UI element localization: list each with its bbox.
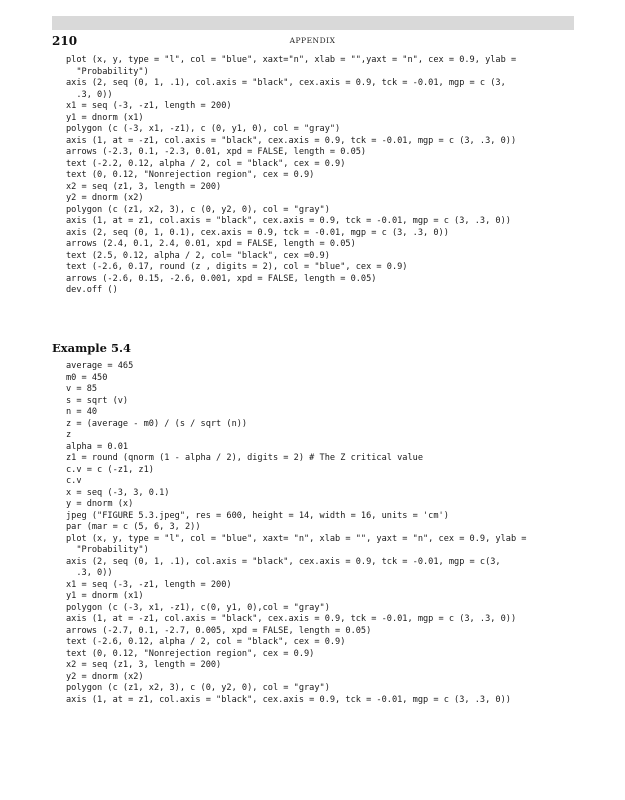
code-line: text (2.5, 0.12, alpha / 2, col= "black", cex =0.9): [66, 250, 330, 261]
code-line: text (0, 0.12, "Nonrejection region", cex = 0.9): [66, 648, 315, 659]
code-line: v = 85: [66, 384, 98, 394]
code-line: x2 = seq (z1, 3, length = 200): [66, 181, 222, 192]
header-rule: [52, 16, 574, 30]
code-line: polygon (c (-3, x1, -z1), c (0, y1, 0), col = "gray"): [66, 124, 341, 134]
code-line: axis (1, at = z1, col.axis = "black", cex.axis = 0.9, tck = -0.01, mgp = c (3, .3, 0)): [66, 216, 511, 226]
code-line: x1 = seq (-3, -z1, length = 200): [66, 579, 232, 590]
code-line: axis (1, at = -z1, col.axis = "black", cex.axis = 0.9, tck = -0.01, mgp = c (3, .3, 0)): [66, 135, 517, 146]
code-line: y2 = dnorm (x2): [66, 193, 144, 203]
code-line: par (mar = c (5, 6, 3, 2)): [66, 522, 201, 532]
code-line: dev.off (): [66, 285, 118, 295]
code-block-2: [66, 361, 581, 706]
code-line: alpha = 0.01: [66, 441, 129, 452]
code-line: x2 = seq (z1, 3, length = 200): [66, 660, 222, 670]
code-line: plot (x, y, type = "l", col = "blue", xaxt= "n", xlab = "", yaxt = "n", cex = 0.9, ylab =: [66, 533, 527, 544]
code-line: s = sqrt (v): [66, 395, 129, 406]
section-heading: Example 5.4: [52, 341, 131, 355]
code-line: y1 = dnorm (x1): [66, 112, 144, 123]
code-line: "Probability"): [66, 66, 149, 77]
code-line: axis (1, at = z1, col.axis = "black", cex.axis = 0.9, tck = -0.01, mgp = c (3, .3, 0)): [66, 694, 511, 705]
code-line: n = 40: [66, 407, 98, 417]
code-line: .3, 0)): [66, 568, 113, 578]
code-line: axis (2, seq (0, 1, .1), col.axis = "black", cex.axis = 0.9, tck = -0.01, mgp = c (3,: [66, 78, 506, 88]
code-line: m0 = 450: [66, 372, 108, 383]
code-line: polygon (c (z1, x2, 3), c (0, y2, 0), col = "gray"): [66, 204, 330, 215]
code-line: axis (2, seq (0, 1, .1), col.axis = "black", cex.axis = 0.9, tck = -0.01, mgp = c(3,: [66, 556, 501, 567]
code-line: y2 = dnorm (x2): [66, 671, 144, 682]
code-line: polygon (c (-3, x1, -z1), c(0, y1, 0),col = "gray"): [66, 602, 330, 613]
code-line: x1 = seq (-3, -z1, length = 200): [66, 101, 232, 111]
page-number: 210: [52, 34, 78, 48]
code-line: y = dnorm (x): [66, 499, 134, 509]
code-line: arrows (-2.6, 0.15, -2.6, 0.001, xpd = FALSE, length = 0.05): [66, 273, 377, 284]
code-line: text (0, 0.12, "Nonrejection region", cex = 0.9): [66, 170, 315, 180]
code-line: c.v: [66, 476, 82, 486]
code-line: average = 465: [66, 361, 134, 371]
code-line: y1 = dnorm (x1): [66, 591, 144, 601]
code-line: z1 = round (qnorm (1 - alpha / 2), digits = 2) # The Z critical value: [66, 453, 423, 463]
code-line: x = seq (-3, 3, 0.1): [66, 487, 170, 498]
code-line: arrows (-2.3, 0.1, -2.3, 0.01, xpd = FALSE, length = 0.05): [66, 147, 367, 157]
code-line: c.v = c (-z1, z1): [66, 464, 154, 475]
code-line: arrows (2.4, 0.1, 2.4, 0.01, xpd = FALSE, length = 0.05): [66, 239, 356, 249]
code-line: "Probability"): [66, 545, 149, 555]
code-line: text (-2.6, 0.12, alpha / 2, col = "black", cex = 0.9): [66, 637, 346, 647]
running-head: APPENDIX: [289, 36, 336, 45]
code-line: arrows (-2.7, 0.1, -2.7, 0.005, xpd = FALSE, length = 0.05): [66, 625, 372, 636]
code-line: axis (1, at = -z1, col.axis = "black", cex.axis = 0.9, tck = -0.01, mgp = c (3, .3, 0)): [66, 614, 517, 624]
code-line: text (-2.6, 0.17, round (z , digits = 2), col = "blue", cex = 0.9): [66, 262, 408, 272]
code-block-1: [66, 55, 581, 297]
code-line: jpeg ("FIGURE 5.3.jpeg", res = 600, height = 14, width = 16, units = 'cm'): [66, 510, 449, 521]
code-line: z: [66, 430, 72, 440]
code-line: axis (2, seq (0, 1, 0.1), cex.axis = 0.9, tck = -0.01, mgp = c (3, .3, 0)): [66, 227, 449, 238]
code-line: text (-2.2, 0.12, alpha / 2, col = "black", cex = 0.9): [66, 158, 346, 169]
code-line: z = (average - m0) / (s / sqrt (n)): [66, 418, 248, 429]
code-line: .3, 0)): [66, 89, 113, 100]
code-line: polygon (c (z1, x2, 3), c (0, y2, 0), col = "gray"): [66, 683, 330, 693]
code-line: plot (x, y, type = "l", col = "blue", xaxt="n", xlab = "",yaxt = "n", cex = 0.9, ylab =: [66, 55, 517, 65]
